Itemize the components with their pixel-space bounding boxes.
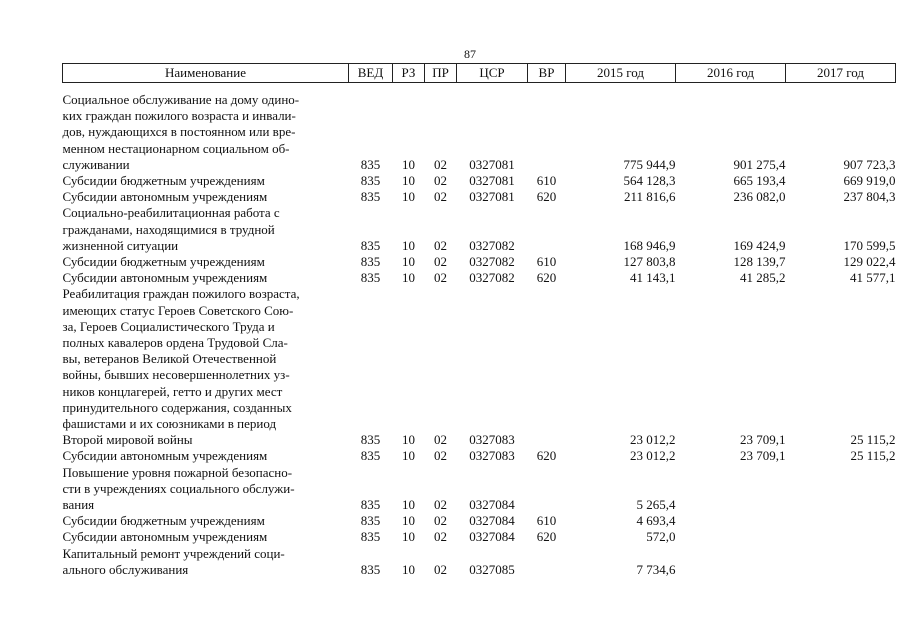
row-rz: 10 (402, 432, 415, 448)
header-2015: 2015 год (566, 64, 676, 83)
row-2016: 41 285,2 (740, 270, 786, 286)
row-2017: 129 022,4 (843, 254, 896, 270)
row-rz: 10 (402, 270, 415, 286)
row-2017 (786, 529, 896, 545)
row-rz: 10 (402, 529, 415, 545)
row-vr: 610 (536, 254, 557, 270)
row-rz: 10 (402, 448, 415, 464)
table-row (63, 465, 896, 514)
row-ved: 835 (360, 270, 381, 286)
table-row (63, 286, 896, 448)
row-2016: 128 139,7 (733, 254, 786, 270)
row-2016: 665 193,4 (733, 173, 786, 189)
row-pr: 02 (434, 237, 447, 253)
row-name: Социальное обслуживание на дому одино- ких граждан пожилого возраста и инвали- дов, нуждающихся в постоянном или вре- менном нестационарном социальном об- служивании (62, 92, 300, 172)
row-pr: 02 (434, 254, 447, 270)
row-pr: 02 (434, 156, 447, 172)
header-name: Наименование (63, 64, 349, 83)
row-2015: 5 265,4 (636, 497, 676, 513)
row-rz: 10 (402, 189, 415, 205)
row-ved: 835 (360, 189, 381, 205)
row-vr (528, 83, 566, 174)
table-row (63, 270, 896, 286)
row-2016 (676, 546, 786, 578)
row-2016 (676, 529, 786, 545)
row-name: Социально-реабилитационная работа с гражданами, находящимися в трудной жизненной ситуации (62, 205, 280, 253)
row-csr: 0327082 (469, 237, 515, 253)
row-2016: 23 709,1 (740, 448, 786, 464)
row-vr (528, 546, 566, 578)
row-2015: 775 944,9 (623, 156, 676, 172)
row-pr: 02 (434, 173, 447, 189)
row-rz: 10 (402, 254, 415, 270)
row-pr: 02 (434, 189, 447, 205)
row-2016 (676, 513, 786, 529)
row-csr: 0327085 (469, 561, 515, 577)
row-name: Капитальный ремонт учреждений соци- ального обслуживания (62, 545, 285, 577)
table-row (63, 448, 896, 464)
row-2015: 127 803,8 (623, 254, 676, 270)
row-ved: 835 (360, 529, 381, 545)
table-row (63, 83, 896, 174)
table-row (63, 205, 896, 254)
row-2015: 572,0 (646, 529, 676, 545)
budget-table (62, 63, 896, 578)
row-pr: 02 (434, 432, 447, 448)
row-name: Субсидии бюджетным учреждениям (62, 513, 265, 529)
row-2017: 170 599,5 (843, 237, 896, 253)
row-csr: 0327081 (469, 189, 515, 205)
row-rz: 10 (402, 237, 415, 253)
row-2015: 23 012,2 (630, 448, 676, 464)
row-2015: 168 946,9 (623, 237, 676, 253)
row-2017: 25 115,2 (850, 448, 896, 464)
row-csr: 0327084 (469, 497, 515, 513)
row-2017: 41 577,1 (850, 270, 896, 286)
row-ved: 835 (360, 432, 381, 448)
row-2016: 169 424,9 (733, 237, 786, 253)
row-csr: 0327082 (469, 270, 515, 286)
row-name: Субсидии автономным учреждениям (62, 189, 268, 205)
row-ved: 835 (360, 513, 381, 529)
row-csr: 0327081 (469, 173, 515, 189)
row-rz: 10 (402, 561, 415, 577)
row-ved: 835 (360, 156, 381, 172)
row-2016: 236 082,0 (733, 189, 786, 205)
row-name: Повышение уровня пожарной безопасно- сти в учреждениях социального обслужи- вания (62, 464, 295, 513)
row-rz: 10 (402, 513, 415, 529)
row-2015: 564 128,3 (623, 173, 676, 189)
row-pr: 02 (434, 270, 447, 286)
row-vr: 620 (536, 270, 557, 286)
row-vr (528, 465, 566, 514)
row-ved: 835 (360, 448, 381, 464)
row-2015: 7 734,6 (636, 561, 676, 577)
row-vr: 610 (536, 173, 557, 189)
row-csr: 0327083 (469, 432, 515, 448)
row-csr: 0327084 (469, 529, 515, 545)
header-rz: РЗ (393, 64, 425, 83)
row-ved: 835 (360, 497, 381, 513)
row-2015: 41 143,1 (630, 270, 676, 286)
row-rz: 10 (402, 173, 415, 189)
row-rz: 10 (402, 497, 415, 513)
row-name: Субсидии автономным учреждениям (62, 529, 268, 545)
header-vr: ВР (528, 64, 566, 83)
row-2017: 25 115,2 (850, 432, 896, 448)
row-ved: 835 (360, 173, 381, 189)
row-vr: 620 (536, 448, 557, 464)
page-number: 87 (464, 47, 476, 61)
row-vr (528, 205, 566, 254)
row-vr (528, 286, 566, 448)
table-row (63, 546, 896, 578)
row-csr: 0327081 (469, 156, 515, 172)
row-pr: 02 (434, 448, 447, 464)
table-row (63, 173, 896, 189)
row-2015: 4 693,4 (636, 513, 676, 529)
row-name: Субсидии бюджетным учреждениям (62, 254, 265, 270)
table-row (63, 513, 896, 529)
row-2017 (786, 546, 896, 578)
row-vr: 620 (536, 189, 557, 205)
row-pr: 02 (434, 497, 447, 513)
row-name: Субсидии автономным учреждениям (62, 448, 268, 464)
table-row (63, 254, 896, 270)
row-2017: 907 723,3 (843, 156, 896, 172)
row-vr: 610 (536, 513, 557, 529)
header-2017: 2017 год (786, 64, 896, 83)
header-2016: 2016 год (676, 64, 786, 83)
header-row (63, 64, 896, 83)
row-ved: 835 (360, 237, 381, 253)
row-name: Субсидии автономным учреждениям (62, 270, 268, 286)
table-row (63, 529, 896, 545)
row-2017 (786, 513, 896, 529)
row-name: Субсидии бюджетным учреждениям (62, 173, 265, 189)
table-row (63, 189, 896, 205)
row-pr: 02 (434, 561, 447, 577)
row-pr: 02 (434, 529, 447, 545)
row-2017: 237 804,3 (843, 189, 896, 205)
row-vr: 620 (536, 529, 557, 545)
row-2015: 23 012,2 (630, 432, 676, 448)
row-2016: 23 709,1 (740, 432, 786, 448)
row-csr: 0327083 (469, 448, 515, 464)
header-ved: ВЕД (349, 64, 393, 83)
header-csr: ЦСР (457, 64, 528, 83)
row-ved: 835 (360, 561, 381, 577)
header-pr: ПР (425, 64, 457, 83)
row-2017: 669 919,0 (843, 173, 896, 189)
row-pr: 02 (434, 513, 447, 529)
row-2017 (786, 465, 896, 514)
row-ved: 835 (360, 254, 381, 270)
row-name: Реабилитация граждан пожилого возраста, имеющих статус Героев Советского Сою- за, Героев Социалистического Труда и полных кавалеров ордена Трудовой Сла- вы, ветеранов Великой Отечественной войны, бывших несовершеннолетних уз- ников концлагерей, гетто и других мест принудительного содержания, созданных фашистами и их союзниками в период Второй мировой войны (62, 286, 300, 448)
row-rz: 10 (402, 156, 415, 172)
row-2015: 211 816,6 (623, 189, 676, 205)
row-csr: 0327084 (469, 513, 515, 529)
row-2016 (676, 465, 786, 514)
row-2016: 901 275,4 (733, 156, 786, 172)
row-csr: 0327082 (469, 254, 515, 270)
